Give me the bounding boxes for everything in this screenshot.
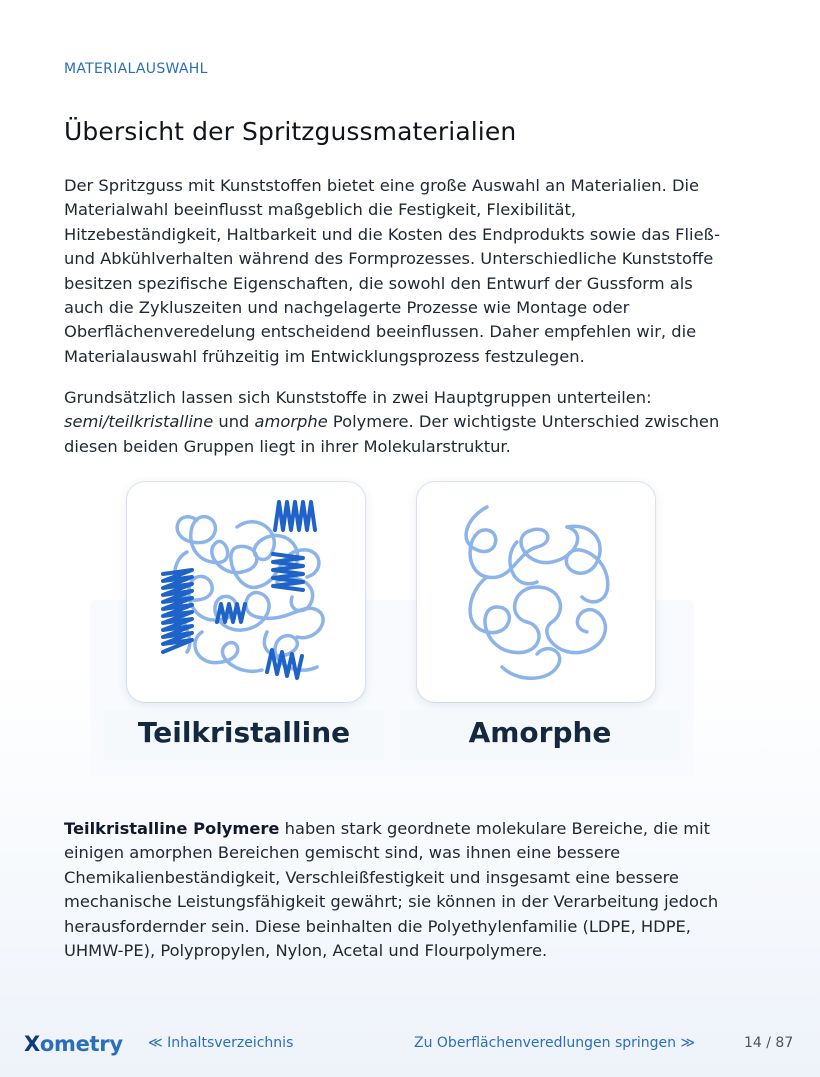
intro-paragraph: Der Spritzguss mit Kunststoffen bietet eine große Auswahl an Materialien. Die Materialwahl beeinflusst maßgeblich die Festigkeit, Flexibilität, Hitzebeständigkeit, Haltbarkeit und die Kosten des Endprodukts sowie das Fließ- und Abkühlverhalten während des Formprozesses. Unterschiedliche Kunststoffe besitzen spezifische Eigenschaften, die sowohl den Entwurf der Gussform als auch die Zykluszeiten und nachgelagerte Prozesse wie Montage oder Oberflächenveredelung entscheidend beeinflussen. Daher empfehlen wir, die Materialauswahl frühzeitig im Entwicklungsprozess festzulegen. — [64, 176, 721, 366]
semi-crystalline-structure-illustration — [127, 482, 365, 702]
semi-crystalline-heading: Teilkristalline Polymere — [64, 819, 280, 838]
groups-text-1: Grundsätzlich lassen sich Kunststoffe in zwei Hauptgruppen unterteilen: — [64, 388, 652, 407]
page-number: 14 / 87 — [744, 1035, 794, 1051]
semi-crystalline-paragraph — [64, 817, 734, 963]
logo-x-mark: X — [24, 1032, 40, 1056]
jump-to-finishes-link[interactable]: Zu Oberflächenveredlungen springen ≫ — [414, 1035, 696, 1051]
polymer-groups-paragraph — [64, 386, 734, 459]
amorphous-structure-illustration — [417, 482, 655, 702]
semi-crystalline-label: Teilkristalline — [104, 710, 384, 760]
page-title: Übersicht der Spritzgussmaterialien — [64, 117, 517, 146]
amorphous-card — [417, 482, 655, 702]
groups-text-2: und — [213, 412, 255, 432]
xometry-logo[interactable] — [24, 1032, 123, 1056]
amorphous-term: amorphe — [254, 412, 328, 432]
logo-wordmark: ometry — [39, 1032, 123, 1056]
semi-crystalline-description: haben stark geordnete molekulare Bereiche, die mit einigen amorphen Bereichen gemischt sind, was ihnen eine bessere Chemikalienbeständigkeit, Verschleißfestigkeit und insgesamt eine bessere mechanische Leistungsfähigkeit gewährt; sie können in der Verarbeitung jedoch herausfordernder sein. Diese beinhalten die Polyethylenfamilie (LDPE, HDPE, UHMW-PE), Polypropylen, Nylon, Acetal und Flourpolymere. — [64, 819, 719, 961]
table-of-contents-link[interactable]: ≪ Inhaltsverzeichnis — [148, 1035, 294, 1051]
semi-crystalline-card — [127, 482, 365, 702]
footer — [0, 1025, 820, 1061]
section-label: MATERIALAUSWAHL — [64, 61, 208, 77]
amorphous-label: Amorphe — [400, 710, 680, 760]
groups-text-3: Polymere. Der wichtigste Unterschied zwischen diesen beiden Gruppen liegt in ihrer Molekularstruktur. — [64, 412, 720, 456]
semi-crystalline-term: semi/teilkristalline — [64, 412, 214, 432]
